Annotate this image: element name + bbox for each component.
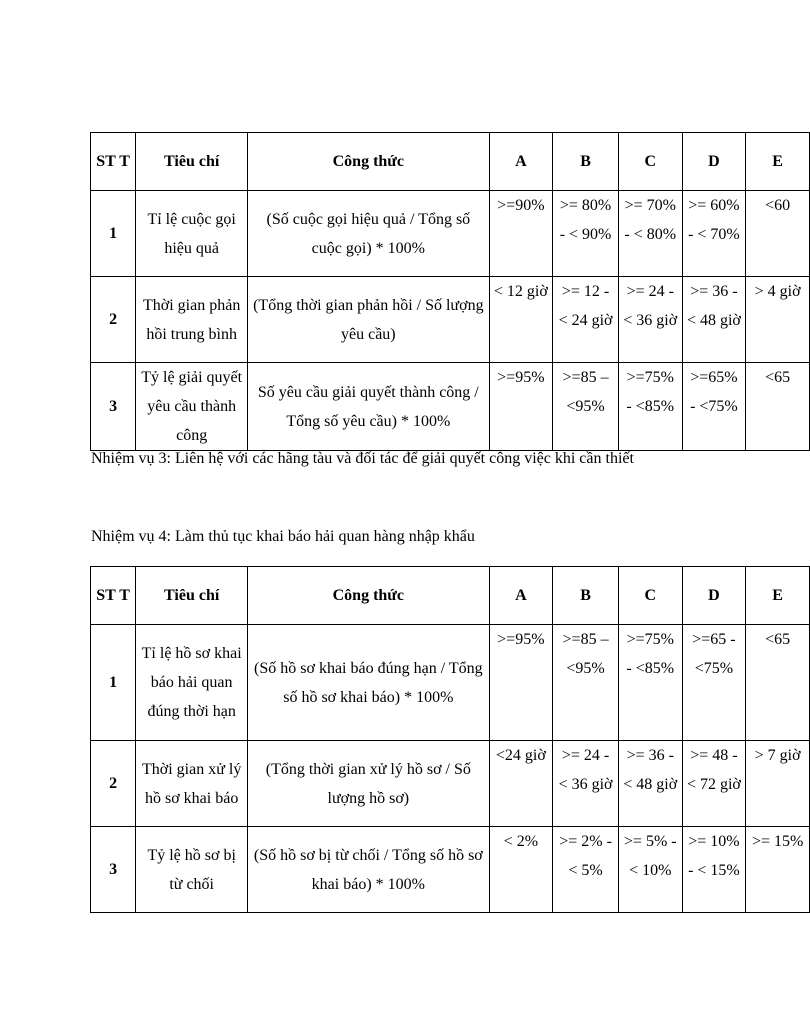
table-row xyxy=(91,827,810,913)
cell-e: > 4 giờ xyxy=(746,277,810,363)
cell-c: >=75% - <85% xyxy=(618,625,682,741)
header-b: B xyxy=(553,567,619,625)
header-formula: Công thức xyxy=(248,567,489,625)
cell-b: >= 24 - < 36 giờ xyxy=(553,741,619,827)
header-formula: Công thức xyxy=(248,133,489,191)
cell-formula: (Số cuộc gọi hiệu quả / Tổng số cuộc gọi) * 100% xyxy=(248,191,489,277)
header-c: C xyxy=(618,133,682,191)
cell-d: >= 48 - < 72 giờ xyxy=(682,741,746,827)
cell-criterion: Tỉ lệ hồ sơ khai báo hải quan đúng thời hạn xyxy=(136,625,248,741)
header-c: C xyxy=(618,567,682,625)
cell-a: < 12 giờ xyxy=(489,277,553,363)
cell-a: <24 giờ xyxy=(489,741,553,827)
header-a: A xyxy=(489,567,553,625)
cell-formula: (Tổng thời gian xử lý hồ sơ / Số lượng hồ sơ) xyxy=(248,741,489,827)
table-row xyxy=(91,277,810,363)
table-row xyxy=(91,191,810,277)
cell-stt: 2 xyxy=(91,741,136,827)
cell-stt: 2 xyxy=(91,277,136,363)
cell-c: >= 70% - < 80% xyxy=(618,191,682,277)
cell-b: >= 2% - < 5% xyxy=(553,827,619,913)
cell-c: >= 5% - < 10% xyxy=(618,827,682,913)
task-4-paragraph: Nhiệm vụ 4: Làm thủ tục khai báo hải quan hàng nhập khẩu xyxy=(91,528,475,545)
cell-e: >= 15% xyxy=(746,827,810,913)
header-stt: ST T xyxy=(91,133,136,191)
cell-a: < 2% xyxy=(489,827,553,913)
cell-e: <65 xyxy=(746,363,810,451)
cell-b: >= 80% - < 90% xyxy=(553,191,619,277)
cell-c: >= 36 - < 48 giờ xyxy=(618,741,682,827)
header-d: D xyxy=(682,567,746,625)
cell-e: <60 xyxy=(746,191,810,277)
cell-stt: 1 xyxy=(91,625,136,741)
header-e: E xyxy=(746,133,810,191)
cell-formula: (Tổng thời gian phản hồi / Số lượng yêu cầu) xyxy=(248,277,489,363)
header-a: A xyxy=(489,133,553,191)
cell-stt: 3 xyxy=(91,363,136,451)
header-stt: ST T xyxy=(91,567,136,625)
kpi-table-1 xyxy=(90,132,810,451)
cell-b: >= 12 - < 24 giờ xyxy=(553,277,619,363)
table-row xyxy=(91,363,810,451)
cell-stt: 1 xyxy=(91,191,136,277)
cell-criterion: Thời gian xử lý hồ sơ khai báo xyxy=(136,741,248,827)
cell-d: >= 60% - < 70% xyxy=(682,191,746,277)
header-e: E xyxy=(746,567,810,625)
cell-formula: Số yêu cầu giải quyết thành công / Tổng số yêu cầu) * 100% xyxy=(248,363,489,451)
cell-criterion: Tỷ lệ giải quyết yêu cầu thành công xyxy=(136,363,248,451)
cell-a: >=95% xyxy=(489,625,553,741)
cell-b: >=85 – <95% xyxy=(553,625,619,741)
header-b: B xyxy=(553,133,619,191)
cell-criterion: Tỉ lệ cuộc gọi hiệu quả xyxy=(136,191,248,277)
table-header-row xyxy=(91,567,810,625)
cell-a: >=90% xyxy=(489,191,553,277)
table-row xyxy=(91,625,810,741)
cell-c: >=75% - <85% xyxy=(618,363,682,451)
cell-d: >= 36 - < 48 giờ xyxy=(682,277,746,363)
kpi-table-2 xyxy=(90,566,810,913)
table-row xyxy=(91,741,810,827)
table-header-row xyxy=(91,133,810,191)
cell-a: >=95% xyxy=(489,363,553,451)
cell-e: > 7 giờ xyxy=(746,741,810,827)
cell-d: >=65% - <75% xyxy=(682,363,746,451)
cell-criterion: Thời gian phản hồi trung bình xyxy=(136,277,248,363)
cell-d: >=65 - <75% xyxy=(682,625,746,741)
cell-formula: (Số hồ sơ khai báo đúng hạn / Tổng số hồ sơ khai báo) * 100% xyxy=(248,625,489,741)
cell-e: <65 xyxy=(746,625,810,741)
cell-c: >= 24 - < 36 giờ xyxy=(618,277,682,363)
header-criterion: Tiêu chí xyxy=(136,133,248,191)
cell-stt: 3 xyxy=(91,827,136,913)
cell-criterion: Tỷ lệ hồ sơ bị từ chối xyxy=(136,827,248,913)
header-criterion: Tiêu chí xyxy=(136,567,248,625)
header-d: D xyxy=(682,133,746,191)
cell-d: >= 10% - < 15% xyxy=(682,827,746,913)
task-3-paragraph: Nhiệm vụ 3: Liên hệ với các hãng tàu và đối tác để giải quyết công việc khi cần thiết xyxy=(91,450,634,467)
cell-formula: (Số hồ sơ bị từ chối / Tổng số hồ sơ khai báo) * 100% xyxy=(248,827,489,913)
cell-b: >=85 – <95% xyxy=(553,363,619,451)
